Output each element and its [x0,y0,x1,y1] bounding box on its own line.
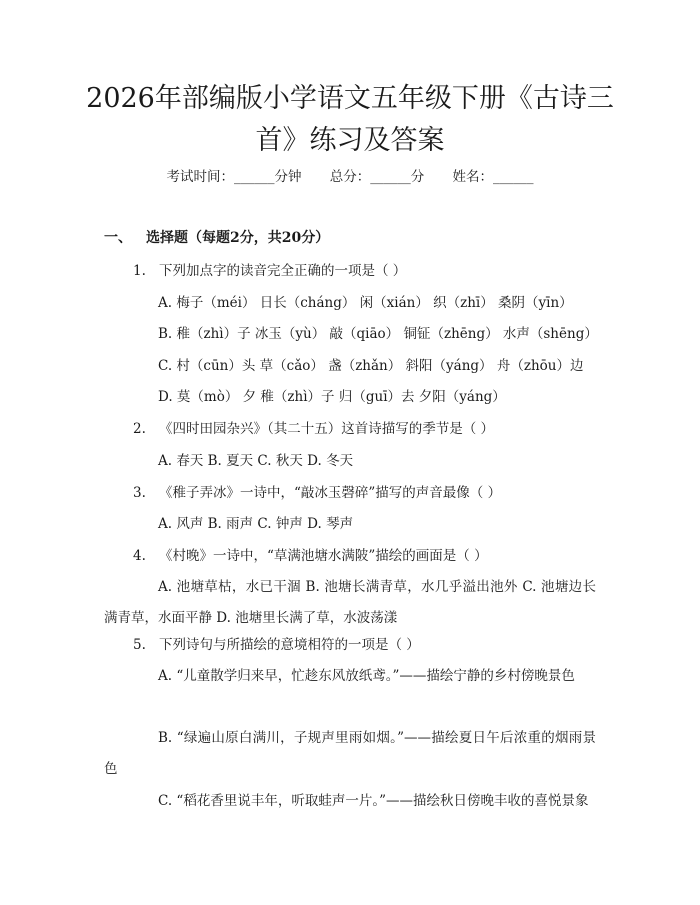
exam-info [0,166,700,188]
question-number: 4. [133,548,146,564]
question-text: 《四时田园杂兴》（其二十五）这首诗描写的季节是（ ） [159,421,495,437]
option-5a: A. “儿童散学归来早，忙趁东风放纸鸢。”——描绘宁静的乡村傍晚景色 [158,668,575,684]
question-text: 下列诗句与所描绘的意境相符的一项是（ ） [159,637,420,653]
option-1a: A. 梅子（méi） 日长（cháng） 闲（xián） 织（zhī） 桑阴（yīn） [158,295,573,311]
option-4-paragraph: A. 池塘草枯，水已干涸 B. 池塘长满青草，水几乎溢出池外 C. 池塘边长满青草，水面平静 D. 池塘里长满了草，水波荡漾 [104,579,596,626]
page-title: 2026年部编版小学语文五年级下册《古诗三首》练习及答案 [86,83,614,156]
option-2: A. 春天 B. 夏天 C. 秋天 D. 冬天 [158,453,354,469]
question-number: 5. [133,637,146,653]
section-label: 选择题（每题2分，共20分） [146,230,330,246]
question-1 [133,260,406,282]
exam-time: 考试时间：______分钟 [166,169,302,185]
option-5b: B. “绿遍山原白满川，子规声里雨如烟。”——描绘夏日午后浓重的烟雨景色 [104,730,596,777]
question-text: 《村晚》一诗中，“草满池塘水满陂”描绘的画面是（ ） [159,548,488,564]
question-4 [133,545,488,567]
section-number: 一、 [104,230,132,246]
question-number: 3. [133,485,146,501]
option-3: A. 风声 B. 雨声 C. 钟声 D. 琴声 [158,516,354,532]
option-1b: B. 稚（zhì）子 冰玉（yù） 敲（qiāo） 铜钲（zhēng） 水声（shēng） [158,326,598,342]
question-number: 2. [133,421,146,437]
option-1c: C. 村（cūn）头 草（cǎo） 盏（zhǎn） 斜阳（yáng） 舟（zhōu）边 [158,358,584,374]
section-heading [104,227,329,249]
exam-score: 总分：______分 [329,169,425,185]
question-text: 下列加点字的读音完全正确的一项是（ ） [159,263,407,279]
question-3 [133,482,501,504]
question-text: 《稚子弄冰》一诗中，“敲冰玉磬碎”描写的声音最像（ ） [159,485,502,501]
option-1d: D. 莫（mò） 夕 稚（zhì）子 归（guī）去 夕阳（yáng） [158,389,506,405]
question-number: 1. [133,263,146,279]
question-2 [133,418,494,440]
exam-name: 姓名：______ [452,169,534,185]
question-5 [133,634,420,656]
option-5c: C. “稻花香里说丰年，听取蛙声一片。”——描绘秋日傍晚丰收的喜悦景象 [158,793,589,809]
